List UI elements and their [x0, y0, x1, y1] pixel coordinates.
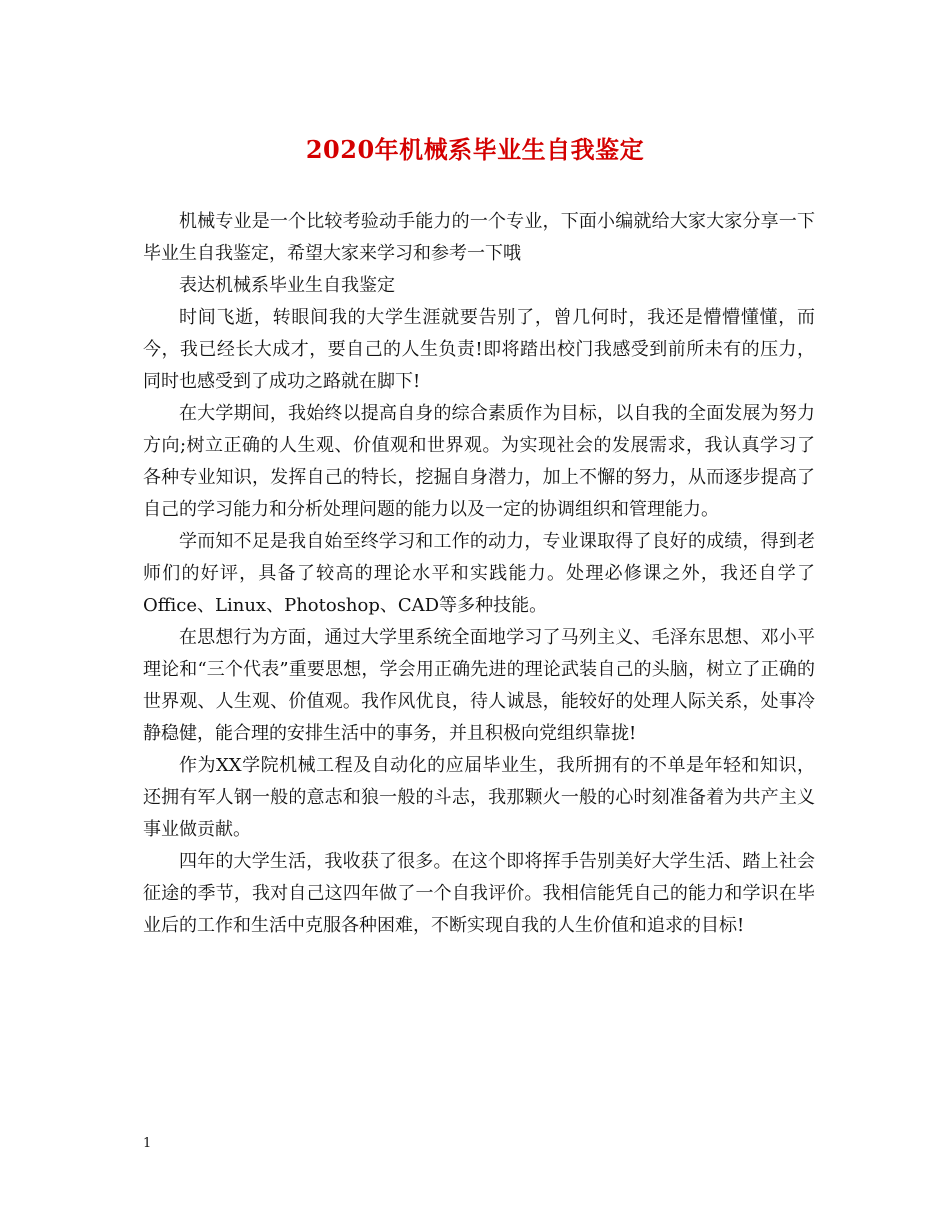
paragraph-time: 时间飞逝，转眼间我的大学生涯就要告别了，曾几何时，我还是懵懵懂懂，而今，我已经长大成才，要自己的人生负责!即将踏出校门我感受到前所未有的压力，同时也感受到了成功之路就在脚下!	[143, 307, 815, 392]
paragraph-university-period: 在大学期间，我始终以提高自身的综合素质作为目标，以自我的全面发展为努力方向;树立正确的人生观、价值观和世界观。为实现社会的发展需求，我认真学习了各种专业知识，发挥自己的特长，挖掘自身潜力，加上不懈的努力，从而逐步提高了自己的学习能力和分析处理问题的能力以及一定的协调组织和管理能力。	[143, 403, 815, 520]
page-number: 1	[143, 1136, 152, 1151]
paragraph-conclusion: 四年的大学生活，我收获了很多。在这个即将挥手告别美好大学生活、踏上社会征途的季节，我对自己这四年做了一个自我评价。我相信能凭自己的能力和学识在毕业后的工作和生活中克服各种困难，不断实现自我的人生价值和追求的目标!	[143, 851, 815, 936]
document-body	[143, 206, 815, 942]
paragraph-ideology: 在思想行为方面，通过大学里系统全面地学习了马列主义、毛泽东思想、邓小平理论和“三个代表”重要思想，学会用正确先进的理论武装自己的头脑，树立了正确的世界观、人生观、价值观。我作风优良，待人诚恳，能较好的处理人际关系，处事冷静稳健，能合理的安排生活中的事务，并且积极向党组织靠拢!	[143, 627, 815, 744]
paragraph-graduate: 作为XX学院机械工程及自动化的应届毕业生，我所拥有的不单是年轻和知识，还拥有军人钢一般的意志和狼一般的斗志，我那颗火一般的心时刻准备着为共产主义事业做贡献。	[143, 755, 815, 840]
page-title: 2020年机械系毕业生自我鉴定	[305, 135, 645, 164]
paragraph-subtitle: 表达机械系毕业生自我鉴定	[179, 275, 395, 296]
paragraph-learning: 学而知不足是我自始至终学习和工作的动力，专业课取得了良好的成绩，得到老师们的好评，具备了较高的理论水平和实践能力。处理必修课之外，我还自学了Office、Linux、Photoshop、CAD等多种技能。	[143, 531, 815, 616]
paragraph-intro: 机械专业是一个比较考验动手能力的一个专业，下面小编就给大家大家分享一下毕业生自我鉴定，希望大家来学习和参考一下哦	[143, 211, 815, 264]
